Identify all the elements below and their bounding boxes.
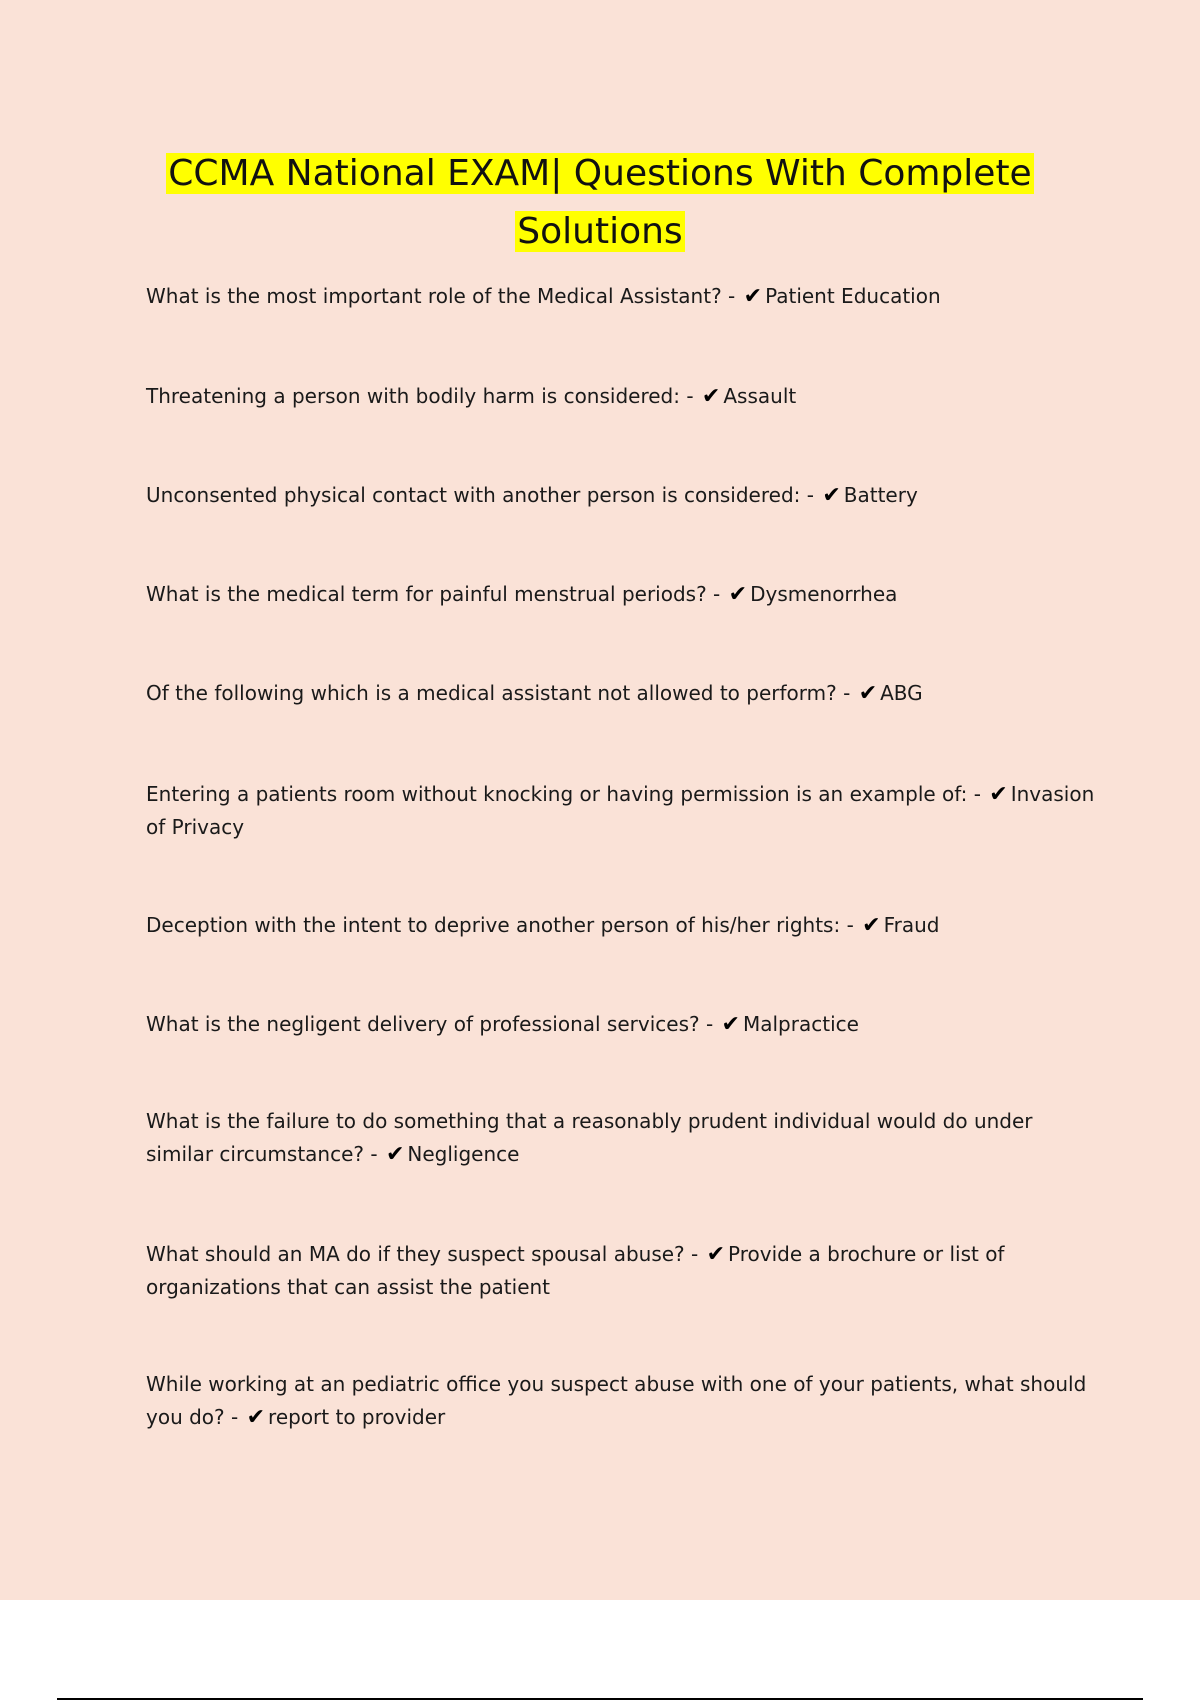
qa-item [146,1008,1096,1041]
check-mark-icon: ✔ [721,1012,740,1037]
question-text: Threatening a person with bodily harm is considered: [146,384,680,408]
answer-text: Provide a brochure or list of organizations that can assist the patient [146,1242,1005,1299]
separator: - [800,483,821,507]
answer-text: Patient Education [765,284,941,308]
answer-text: Battery [843,483,918,507]
check-mark-icon: ✔ [858,681,878,706]
question-text: While working at an pediatric office you suspect abuse with one of your patients, what should you do? [146,1372,1087,1429]
separator: - [967,782,988,806]
separator: - [684,1242,705,1266]
answer-text: Invasion of Privacy [146,782,1095,839]
answer-text: Assault [723,384,797,408]
check-mark-icon: ✔ [728,582,748,607]
document-title [0,145,1200,261]
check-mark-icon: ✔ [822,483,841,508]
check-mark-icon: ✔ [706,1242,726,1267]
separator: - [699,1012,720,1036]
separator: - [706,582,727,606]
separator: - [364,1142,384,1166]
qa-item [146,1368,1096,1434]
separator: - [840,913,861,937]
separator: - [224,1405,245,1429]
question-text: What is the most important role of the Medical Assistant? [146,284,722,308]
answer-text: Negligence [407,1142,520,1166]
answer-text: report to provider [268,1405,446,1429]
separator: - [721,284,742,308]
qa-item [146,1105,1096,1171]
separator: - [836,681,857,705]
answer-text: ABG [880,681,923,705]
check-mark-icon: ✔ [989,782,1008,807]
qa-item [146,677,1096,710]
answer-text: Malpractice [742,1012,859,1036]
check-mark-icon: ✔ [701,384,721,409]
separator: - [679,384,700,408]
answer-text: Fraud [883,913,940,937]
question-text: Of the following which is a medical assistant not allowed to perform? [146,681,837,705]
qa-item [146,1238,1096,1304]
check-mark-icon: ✔ [743,284,763,309]
question-text: What is the negligent delivery of professional services? [146,1012,700,1036]
qa-item [146,380,1096,413]
check-mark-icon: ✔ [385,1142,405,1167]
title-line-1: CCMA National EXAM| Questions With Complete [168,153,1032,194]
check-mark-icon: ✔ [246,1405,266,1430]
question-text: Unconsented physical contact with another person is considered: [146,483,801,507]
check-mark-icon: ✔ [862,913,881,938]
question-text: Deception with the intent to deprive another person of his/her rights: [146,913,841,937]
question-text: What should an MA do if they suspect spousal abuse? [146,1242,685,1266]
qa-item [146,909,1096,942]
qa-item [146,479,1096,512]
question-text: What is the medical term for painful menstrual periods? [146,582,707,606]
qa-item [146,280,1096,313]
title-line-2: Solutions [517,211,683,252]
question-text: Entering a patients room without knocking or having permission is an example of: [146,782,968,806]
qa-item [146,778,1096,844]
question-text: What is the failure to do something that a reasonably prudent individual would do under similar circumstance? [146,1109,1033,1166]
answer-text: Dysmenorrhea [750,582,898,606]
qa-item [146,578,1096,611]
